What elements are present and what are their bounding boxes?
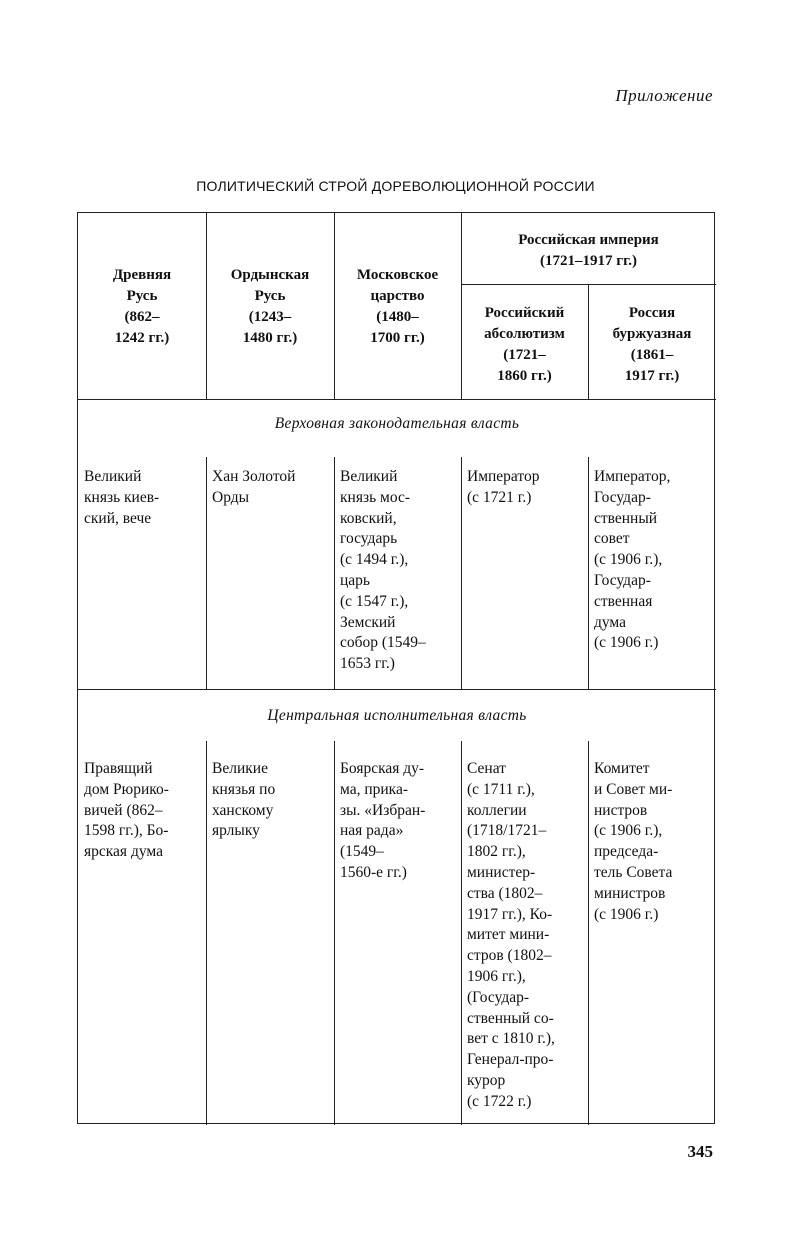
- cell-legislative-ancient-rus: Великий князь киев- ский, вече: [84, 468, 160, 527]
- cell-executive-moscow-tsardom: Боярская ду- ма, прика- зы. «Избран- ная рада» (1549– 1560-е гг.): [340, 760, 426, 881]
- cell-executive-absolutism: Сенат (с 1711 г.), коллегии (1718/1721– 1802 гг.), министер- ства (1802– 1917 гг.), Ко- митет мини- стров (1802– 1906 гг.), (Государ- ственный со- вет с 1810 г.), Генерал-про- курор (с 1722 г.): [467, 760, 555, 1110]
- header-bourgeois-russia: Россия буржуазная (1861– 1917 гг.): [612, 305, 692, 384]
- col-divider-3: [461, 457, 462, 689]
- col-divider-1: [206, 741, 207, 1125]
- cell-legislative-bourgeois: Император, Государ- ственный совет (с 1906 г.), Государ- ственная дума (с 1906 г.): [594, 468, 671, 652]
- cell-executive-bourgeois: Комитет и Совет ми- нистров (с 1906 г.), председа- тель Совета министров (с 1906 г.): [594, 760, 673, 923]
- section-title-legislative: Верховная законодательная власть: [274, 415, 520, 432]
- header-ancient-rus: Древняя Русь (862– 1242 гг.): [112, 267, 172, 346]
- running-head: Приложение: [615, 86, 713, 105]
- header-russian-empire: Российская империя (1721–1917 гг.): [518, 232, 659, 269]
- col-divider-2: [334, 457, 335, 689]
- page-number: 345: [687, 1142, 713, 1161]
- political-structure-table: [77, 212, 715, 1124]
- header-moscow-tsardom: Московское царство (1480– 1700 гг.): [356, 267, 439, 346]
- section-title-executive: Центральная исполнительная власть: [267, 707, 527, 724]
- header-absolutism: Российский абсолютизм (1721– 1860 гг.): [484, 305, 565, 384]
- cell-executive-horde-rus: Великие князья по ханскому ярлыку: [212, 760, 276, 840]
- header-bottom-rule: [78, 399, 716, 400]
- col-divider-2: [334, 741, 335, 1125]
- cell-legislative-horde-rus: Хан Золотой Орды: [212, 468, 296, 506]
- table-title: ПОЛИТИЧЕСКИЙ СТРОЙ ДОРЕВОЛЮЦИОННОЙ РОССИИ: [196, 178, 595, 194]
- cell-legislative-moscow-tsardom: Великий князь мос- ковский, государь (с 1494 г.), царь (с 1547 г.), Земский собор (1549– 1653 гг.): [340, 468, 426, 673]
- cell-executive-ancient-rus: Правящий дом Рюрико- вичей (862– 1598 гг.), Бо- ярская дума: [84, 760, 169, 861]
- col-divider-1: [206, 457, 207, 689]
- col-divider-4: [588, 457, 589, 689]
- section-divider: [78, 689, 716, 690]
- cell-legislative-absolutism: Император (с 1721 г.): [467, 468, 540, 506]
- col-divider-3: [461, 741, 462, 1125]
- header-horde-rus: Ордынская Русь (1243– 1480 гг.): [230, 267, 310, 346]
- col-divider-4: [588, 741, 589, 1125]
